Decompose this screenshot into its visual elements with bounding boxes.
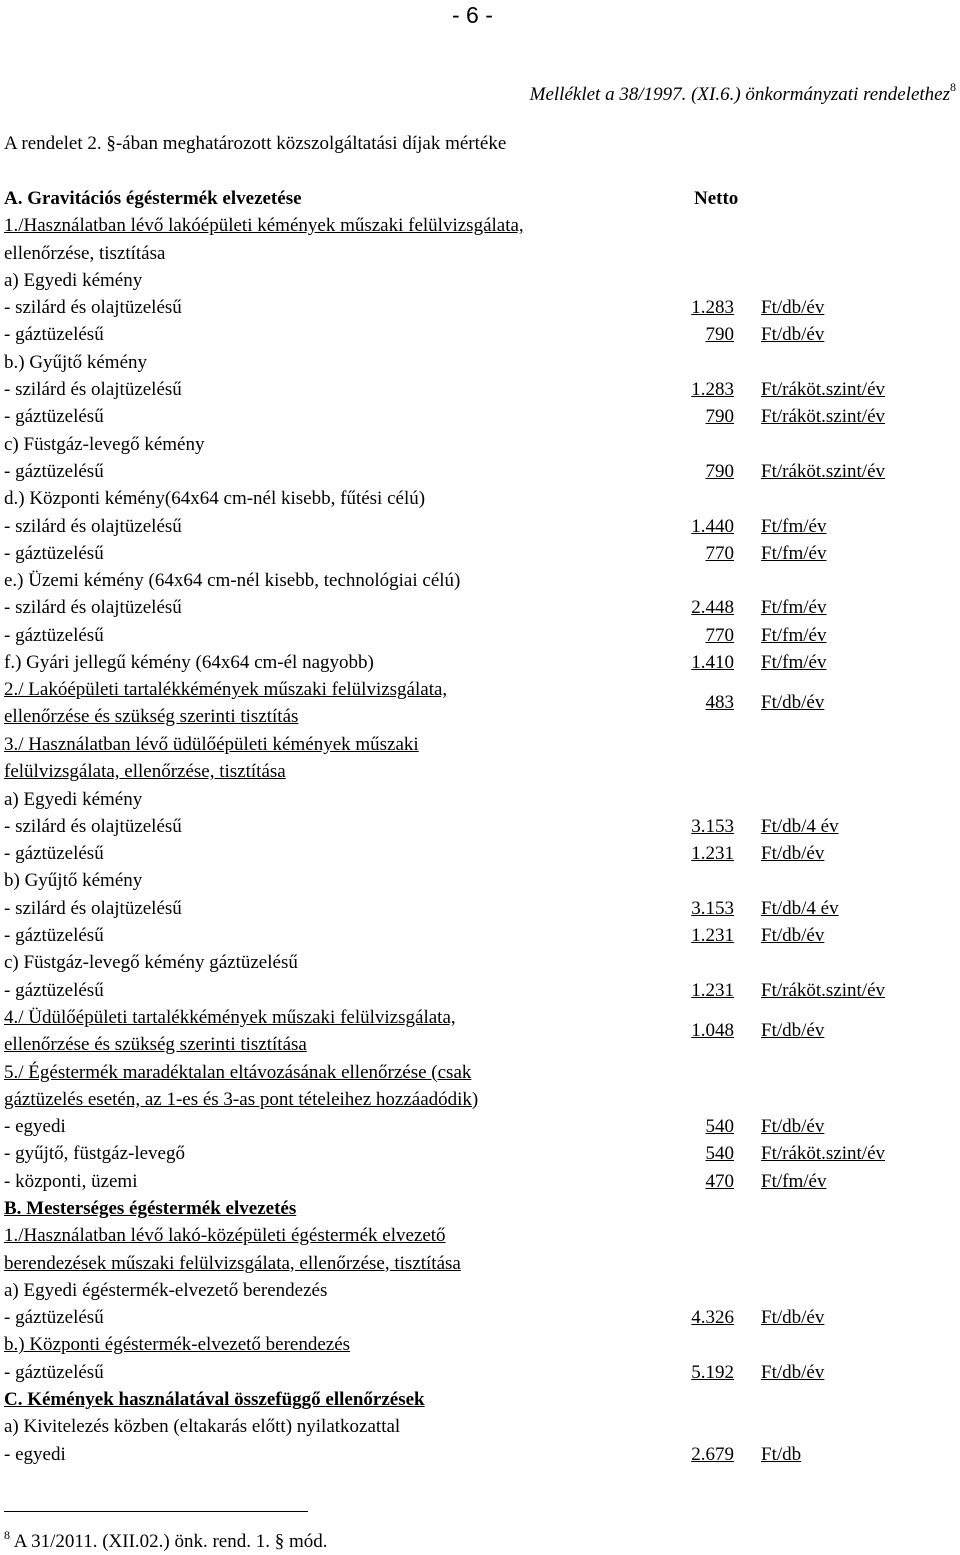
fee-row-label <box>4 1086 478 1113</box>
fee-row <box>4 977 956 1004</box>
fee-amount <box>678 1304 734 1331</box>
fee-row-label-line: ellenőrzése és szükség szerinti tisztítás <box>4 706 299 728</box>
footnote-reference: 8 <box>950 80 956 94</box>
fee-amount <box>678 1140 734 1167</box>
fee-amount-value: 2.448 <box>691 597 734 619</box>
fee-amount-value: 770 <box>705 624 734 646</box>
fee-row-label <box>4 1195 296 1222</box>
fee-row-label <box>4 485 425 512</box>
fee-unit <box>761 321 824 348</box>
fee-unit <box>761 840 824 867</box>
fee-row-label <box>4 1277 327 1304</box>
fee-amount-value: 1.283 <box>691 297 734 319</box>
fee-row-label-line: A. Gravitációs égéstermék elvezetése <box>4 188 302 209</box>
fee-row-label <box>4 949 298 976</box>
fee-amount <box>678 540 734 567</box>
fee-row-label-line: 1./Használatban lévő lakóépületi kémények műszaki felülvizsgálata, <box>4 215 524 237</box>
fee-row <box>4 1222 956 1249</box>
fee-row-label-line: - egyedi <box>4 1116 66 1138</box>
fee-row <box>4 1413 956 1440</box>
fee-unit <box>761 977 885 1004</box>
fee-amount-value: 1.440 <box>691 515 734 537</box>
fee-row-label-line: c) Füstgáz-levegő kémény <box>4 433 205 455</box>
fee-row-label <box>4 431 204 458</box>
fee-row-label <box>4 867 142 894</box>
fee-row-label <box>4 731 419 758</box>
page-number: - 6 - <box>452 2 493 28</box>
fee-unit <box>761 922 824 949</box>
fee-unit-value: Ft/db/év <box>761 692 825 714</box>
fee-row <box>4 540 956 567</box>
fee-unit <box>761 1441 801 1468</box>
fee-unit <box>761 649 826 676</box>
fee-amount <box>678 594 734 621</box>
fee-row-label-line: 2./ Lakóépületi tartalékkémények műszaki felülvizsgálata, <box>4 679 448 701</box>
fee-amount <box>678 321 734 348</box>
fee-row-label-line: gáztüzelés esetén, az 1-es és 3-as pont tételeihez hozzáadódik) <box>4 1088 479 1110</box>
fee-row <box>4 840 956 867</box>
fee-amount-value: 790 <box>705 406 734 428</box>
fee-row-label-line: - gáztüzelésű <box>4 843 104 865</box>
fee-row-label <box>4 1250 461 1277</box>
fee-row-label-line: - szilárd és olajtüzelésű <box>4 515 182 537</box>
fee-row-label <box>4 1222 446 1249</box>
fee-amount <box>678 1359 734 1386</box>
fee-table <box>4 185 956 1468</box>
fee-unit-value: Ft/db/4 év <box>761 815 839 837</box>
fee-row-label <box>4 567 460 594</box>
fee-row <box>4 813 956 840</box>
fee-amount-value: 1.283 <box>691 379 734 401</box>
fee-unit-value: Ft/ráköt.szint/év <box>761 460 886 482</box>
fee-unit-value: Ft/fm/év <box>761 1170 827 1192</box>
fee-row-label <box>4 1441 66 1468</box>
fee-row-label-line: d.) Központi kémény(64x64 cm-nél kisebb, fűtési célú) <box>4 488 426 510</box>
annex-text: Melléklet a 38/1997. (XI.6.) önkormányzati rendelethez <box>529 84 950 105</box>
fee-row-label <box>4 212 524 239</box>
fee-unit <box>761 458 885 485</box>
fee-unit <box>761 1304 824 1331</box>
fee-row <box>4 349 956 376</box>
fee-row <box>4 1250 956 1277</box>
fee-unit <box>761 895 839 922</box>
fee-row-label-line: - gáztüzelésű <box>4 979 104 1001</box>
fee-amount-value: 4.326 <box>691 1307 734 1329</box>
fee-unit-value: Ft/db/év <box>761 1361 825 1383</box>
fee-unit <box>761 622 826 649</box>
fee-row <box>4 786 956 813</box>
fee-row-label-line: f.) Gyári jellegű kémény (64x64 cm-él nagyobb) <box>4 652 374 674</box>
fee-amount-value: 3.153 <box>691 815 734 837</box>
fee-row-label-line: b.) Gyűjtő kémény <box>4 351 148 373</box>
fee-row <box>4 185 956 212</box>
fee-amount <box>678 922 734 949</box>
fee-row-label <box>4 185 302 212</box>
fee-row <box>4 431 956 458</box>
fee-unit-value: Ft/db/év <box>761 1307 825 1329</box>
fee-amount-value: 2.679 <box>691 1443 734 1465</box>
fee-amount-value: 1.231 <box>691 925 734 947</box>
fee-unit-value: Ft/fm/év <box>761 515 827 537</box>
fee-row-label <box>4 458 104 485</box>
fee-amount <box>678 1168 734 1195</box>
fee-row-label-line: B. Mesterséges égéstermék elvezetés <box>4 1197 297 1219</box>
fee-row-label <box>4 594 182 621</box>
fee-row-label-line: - egyedi <box>4 1443 66 1465</box>
fee-unit-value: Ft/ráköt.szint/év <box>761 379 886 401</box>
fee-row <box>4 567 956 594</box>
fee-row-label <box>4 813 182 840</box>
footnote-text: A 31/2011. (XII.02.) önk. rend. 1. § mód. <box>13 1531 328 1552</box>
fee-row-label <box>4 1359 104 1386</box>
fee-row-label-line: - gáztüzelésű <box>4 925 104 947</box>
fee-row <box>4 1059 956 1086</box>
fee-row <box>4 267 956 294</box>
fee-row-label-line: - szilárd és olajtüzelésű <box>4 297 182 319</box>
fee-amount <box>678 1017 734 1044</box>
fee-row-label-line: - szilárd és olajtüzelésű <box>4 597 182 619</box>
fee-row-label-line: - gáztüzelésű <box>4 460 104 482</box>
fee-row-label-line: 5./ Égéstermék maradéktalan eltávozásának ellenőrzése (csak <box>4 1061 472 1083</box>
fee-row-label <box>4 349 147 376</box>
fee-unit <box>761 294 824 321</box>
fee-row <box>4 949 956 976</box>
fee-unit <box>761 540 826 567</box>
fee-amount <box>678 376 734 403</box>
fee-row <box>4 485 956 512</box>
fee-row-label <box>4 1140 185 1167</box>
fee-amount <box>678 649 734 676</box>
fee-amount-value: 540 <box>705 1143 734 1165</box>
fee-row <box>4 321 956 348</box>
fee-row <box>4 649 956 676</box>
fee-amount-value: 5.192 <box>691 1361 734 1383</box>
fee-amount <box>678 1113 734 1140</box>
fee-row-label <box>4 977 104 1004</box>
fee-amount <box>678 403 734 430</box>
fee-amount-value: 770 <box>705 542 734 564</box>
fee-unit-value: Ft/db/év <box>761 297 825 319</box>
fee-row <box>4 1004 956 1059</box>
fee-amount-value: 470 <box>705 1170 734 1192</box>
fee-unit-value: Ft/db <box>761 1443 802 1465</box>
fee-unit-value: Ft/db/év <box>761 324 825 346</box>
fee-row-label-line: felülvizsgálata, ellenőrzése, tisztítása <box>4 761 286 783</box>
footnote-divider <box>4 1511 308 1512</box>
fee-amount <box>678 895 734 922</box>
fee-row-label-line: - gáztüzelésű <box>4 624 104 646</box>
fee-amount-value: 1.231 <box>691 979 734 1001</box>
fee-row <box>4 1195 956 1222</box>
fee-row <box>4 403 956 430</box>
fee-row-label <box>4 649 374 676</box>
fee-row <box>4 594 956 621</box>
fee-row <box>4 1086 956 1113</box>
fee-unit-value: Ft/ráköt.szint/év <box>761 1143 886 1165</box>
fee-row-label <box>4 1113 66 1140</box>
fee-row-label-line: c) Füstgáz-levegő kémény gáztüzelésű <box>4 952 298 974</box>
fee-row <box>4 731 956 758</box>
fee-row-label-line: a) Kivitelezés közben (eltakarás előtt) nyilatkozattal <box>4 1416 401 1438</box>
fee-amount <box>678 813 734 840</box>
fee-row <box>4 1113 956 1140</box>
fee-amount <box>678 689 734 716</box>
fee-unit <box>761 813 839 840</box>
fee-unit-value: Ft/db/4 év <box>761 897 839 919</box>
fee-row-label <box>4 513 182 540</box>
fee-row-label-line: ellenőrzése, tisztítása <box>4 242 166 264</box>
fee-row <box>4 1331 956 1358</box>
fee-row-label <box>4 676 447 730</box>
fee-row-label-line: - gáztüzelésű <box>4 542 104 564</box>
fee-row-label-line: b.) Központi égéstermék-elvezető berendezés <box>4 1334 351 1356</box>
fee-row-label <box>4 758 286 785</box>
fee-row-label-line: e.) Üzemi kémény (64x64 cm-nél kisebb, technológiai célú) <box>4 570 461 592</box>
fee-row-label-line: ellenőrzése és szükség szerinti tisztítása <box>4 1033 307 1055</box>
fee-row-label <box>4 1413 400 1440</box>
fee-unit <box>761 513 826 540</box>
fee-row-label <box>4 267 142 294</box>
fee-unit <box>761 1017 824 1044</box>
footnote <box>4 1522 328 1555</box>
fee-row-label <box>4 786 142 813</box>
fee-row <box>4 1359 956 1386</box>
fee-unit-value: Ft/fm/év <box>761 652 827 674</box>
fee-row-label-line: 1./Használatban lévő lakó-középületi égéstermék elvezető <box>4 1225 446 1247</box>
fee-unit <box>761 689 824 716</box>
fee-row-label-line: a) Egyedi kémény <box>4 269 143 291</box>
intro-text: A rendelet 2. §-ában meghatározott közszolgáltatási díjak mértéke <box>4 133 507 154</box>
net-header: Netto <box>694 188 739 209</box>
fee-row-label-line: - szilárd és olajtüzelésű <box>4 379 182 401</box>
fee-row-label <box>4 294 182 321</box>
fee-row-label <box>4 1304 104 1331</box>
fee-row <box>4 758 956 785</box>
fee-row <box>4 676 956 731</box>
fee-amount-value: 3.153 <box>691 897 734 919</box>
fee-row-label <box>4 1059 471 1086</box>
fee-row-label-line: - gáztüzelésű <box>4 324 104 346</box>
fee-row-label <box>4 1331 350 1358</box>
fee-row <box>4 240 956 267</box>
fee-amount-value: 1.048 <box>691 1019 734 1041</box>
fee-amount-value: 790 <box>705 324 734 346</box>
fee-row-label-line: - központi, üzemi <box>4 1170 138 1192</box>
fee-row <box>4 212 956 239</box>
fee-amount-value: 1.231 <box>691 843 734 865</box>
fee-row-label-line: - gáztüzelésű <box>4 406 104 428</box>
fee-row <box>4 1277 956 1304</box>
fee-row <box>4 1304 956 1331</box>
fee-unit-value: Ft/fm/év <box>761 597 827 619</box>
fee-unit-value: Ft/db/év <box>761 1116 825 1138</box>
fee-amount-value: 790 <box>705 460 734 482</box>
fee-row-label-line: - gáztüzelésű <box>4 1307 104 1329</box>
fee-row <box>4 622 956 649</box>
fee-row-label <box>4 840 104 867</box>
fee-unit <box>761 403 885 430</box>
fee-row-label <box>4 403 104 430</box>
fee-amount <box>678 294 734 321</box>
fee-amount <box>678 622 734 649</box>
fee-row <box>4 1140 956 1167</box>
fee-amount <box>678 513 734 540</box>
fee-unit <box>761 376 885 403</box>
fee-row <box>4 294 956 321</box>
fee-row-label <box>4 1168 138 1195</box>
fee-amount-value: 483 <box>705 692 734 714</box>
fee-unit-value: Ft/ráköt.szint/év <box>761 406 886 428</box>
fee-row-label-line: berendezések műszaki felülvizsgálata, ellenőrzése, tisztítása <box>4 1252 461 1274</box>
fee-row-label <box>4 540 104 567</box>
fee-unit <box>761 1168 826 1195</box>
fee-unit <box>761 1140 885 1167</box>
fee-row <box>4 895 956 922</box>
fee-row-label-line: 4./ Üdülőépületi tartalékkémények műszaki felülvizsgálata, <box>4 1006 456 1028</box>
fee-row-label <box>4 321 104 348</box>
fee-unit-value: Ft/ráköt.szint/év <box>761 979 886 1001</box>
fee-row <box>4 1386 956 1413</box>
fee-row <box>4 1441 956 1468</box>
fee-row-label <box>4 1004 456 1058</box>
fee-row-label-line: - szilárd és olajtüzelésű <box>4 815 182 837</box>
fee-row <box>4 922 956 949</box>
fee-amount <box>678 458 734 485</box>
fee-amount-value: 540 <box>705 1116 734 1138</box>
fee-unit <box>761 594 826 621</box>
fee-row-label <box>4 895 182 922</box>
fee-row <box>4 513 956 540</box>
fee-row-label <box>4 622 104 649</box>
fee-row <box>4 1168 956 1195</box>
fee-unit-value: Ft/db/év <box>761 1019 825 1041</box>
fee-row <box>4 867 956 894</box>
fee-row-label-line: 3./ Használatban lévő üdülőépületi kémények műszaki <box>4 733 419 755</box>
fee-row-label-line: - gyűjtő, füstgáz-levegő <box>4 1143 185 1165</box>
fee-row-label <box>4 922 104 949</box>
fee-row <box>4 376 956 403</box>
fee-amount-value: 1.410 <box>691 652 734 674</box>
footnote-number: 8 <box>4 1528 10 1542</box>
fee-row-label-line: a) Egyedi égéstermék-elvezető berendezés <box>4 1279 328 1301</box>
fee-unit-value: Ft/db/év <box>761 925 825 947</box>
fee-amount <box>678 840 734 867</box>
annex-title <box>530 74 956 108</box>
fee-row-label-line: C. Kémények használatával összefüggő ellenőrzések <box>4 1389 425 1411</box>
fee-unit-value: Ft/db/év <box>761 843 825 865</box>
fee-unit-value: Ft/fm/év <box>761 624 827 646</box>
fee-row-label-line: b) Gyűjtő kémény <box>4 870 143 892</box>
fee-amount <box>678 977 734 1004</box>
fee-amount <box>678 1441 734 1468</box>
fee-row-label-line: a) Egyedi kémény <box>4 788 143 810</box>
fee-row-label <box>4 376 182 403</box>
fee-row <box>4 458 956 485</box>
fee-unit-value: Ft/fm/év <box>761 542 827 564</box>
fee-row-label-line: - gáztüzelésű <box>4 1361 104 1383</box>
fee-unit <box>761 1113 824 1140</box>
fee-row-label <box>4 240 165 267</box>
fee-row-label <box>4 1386 425 1413</box>
fee-row-label-line: - szilárd és olajtüzelésű <box>4 897 182 919</box>
fee-unit <box>761 1359 824 1386</box>
